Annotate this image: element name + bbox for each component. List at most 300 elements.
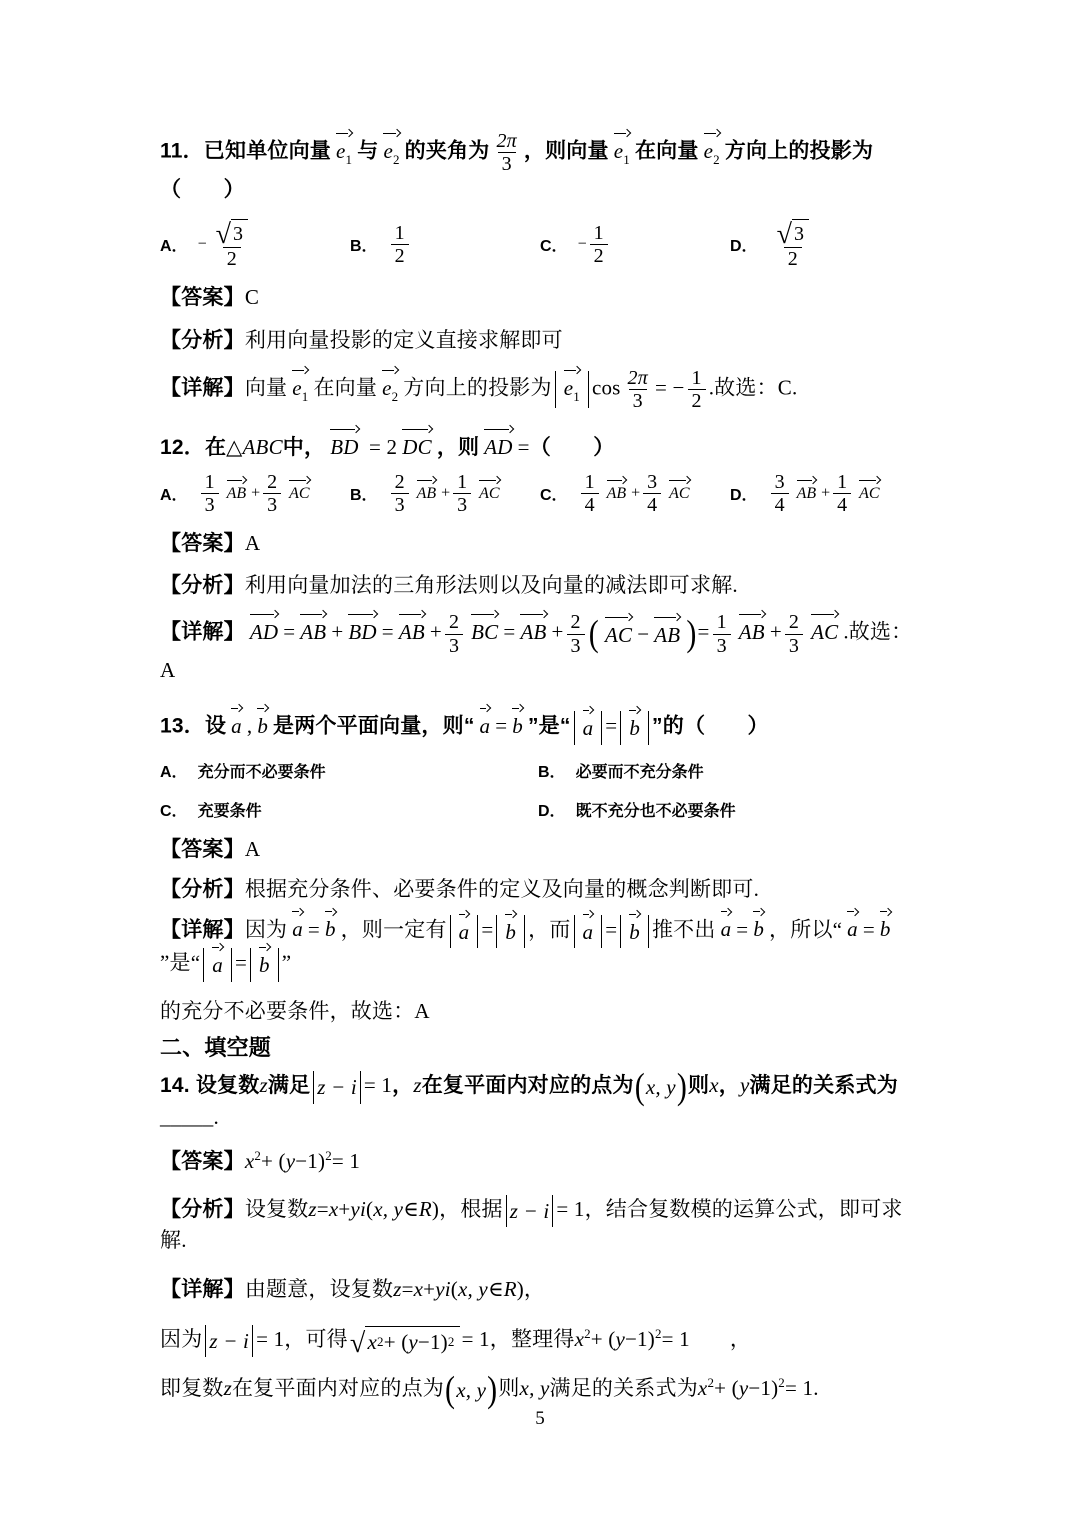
vector-letters: e (336, 138, 346, 163)
math-var: x (328, 1196, 339, 1221)
superscript: 2 (707, 1375, 715, 1391)
absolute-value (203, 948, 232, 981)
vector (291, 915, 304, 942)
numerator (201, 471, 219, 493)
numerator (624, 367, 652, 389)
vector (668, 484, 690, 503)
text: 4 (647, 494, 658, 517)
vector-letters: a (582, 716, 594, 741)
text: 根据充分条件、必要条件的定义及向量的概念判断即可. (244, 876, 760, 901)
denominator (263, 493, 281, 516)
vector (504, 918, 517, 945)
option-label: D． (730, 238, 758, 256)
q12-analysis (160, 572, 926, 599)
q14-detail-line3 (160, 1368, 926, 1411)
close-paren: ) (686, 612, 697, 655)
text: = 1 (661, 1326, 690, 1351)
parentheses (588, 612, 698, 655)
vector (226, 484, 248, 503)
text: 【答案】 (160, 531, 245, 555)
option-text: 充要条件 (197, 802, 262, 820)
radical-sign: √ (776, 219, 792, 251)
q14-analysis (160, 1195, 926, 1254)
vector-subscript: 2 (713, 151, 720, 167)
math-var: y (285, 1148, 296, 1173)
math-var: x, y (373, 1196, 404, 1221)
math-var: x (367, 1330, 377, 1355)
text: .故选：C. (708, 375, 798, 400)
fraction (210, 219, 254, 270)
text: 3 (570, 634, 581, 657)
radicand (792, 219, 809, 247)
text: 2 (394, 470, 405, 493)
radical-sign: √ (215, 219, 231, 251)
q11-analysis (160, 327, 926, 354)
vector-letters: AC (669, 484, 690, 502)
vector-letters: DC (402, 434, 432, 459)
vector-letters: b (505, 920, 517, 945)
vector (288, 484, 310, 503)
option-label: A． (160, 238, 188, 256)
text: + ( (383, 1330, 409, 1355)
numerator (391, 222, 409, 244)
vector (810, 618, 839, 645)
denominator (581, 493, 599, 516)
text: 满足的关系式为 (749, 1074, 898, 1098)
text: 设复数 (244, 1196, 309, 1221)
text: = 1 (363, 1073, 393, 1098)
text: = − (654, 375, 685, 400)
text: 【分析】 (160, 328, 245, 352)
text: 【分析】 (160, 1197, 245, 1221)
q11-option-a (160, 219, 350, 270)
denominator (391, 493, 409, 516)
math-var: ABC (242, 434, 283, 459)
absolute-value (555, 371, 589, 408)
text: 1 (457, 470, 468, 493)
absolute-value (205, 1325, 253, 1357)
q14-stem (160, 1066, 926, 1130)
text: + (631, 484, 641, 502)
vector (329, 433, 359, 460)
fraction (771, 219, 815, 270)
text: −1) (625, 1326, 655, 1351)
q13-options-row2 (160, 798, 926, 821)
math-var: R (418, 1196, 432, 1221)
square-root (215, 219, 248, 251)
vector-letters: AC (859, 484, 880, 502)
superscript: 2 (325, 1147, 332, 1163)
vector-letters: e (292, 375, 302, 400)
vector-letters: a (582, 920, 594, 945)
numerator (590, 222, 608, 244)
denominator (223, 247, 241, 270)
vector (470, 618, 499, 645)
text: + (429, 619, 442, 644)
option-label: A． (160, 487, 188, 505)
math-var: x, y (519, 1376, 550, 1401)
vector (752, 915, 765, 942)
vector (381, 374, 399, 405)
text: C (244, 285, 260, 310)
text: + ( (590, 1326, 616, 1351)
absolute-value (496, 915, 525, 948)
text: 的夹角为 (404, 139, 490, 163)
fraction (771, 471, 789, 517)
text: 【分析】 (160, 573, 245, 597)
radicand (231, 219, 248, 247)
text: 3 (647, 470, 658, 493)
text: 4 (837, 494, 848, 517)
fraction (581, 471, 599, 517)
vector (258, 951, 271, 978)
vector (606, 484, 628, 503)
vector (478, 484, 500, 503)
text: ， (718, 1074, 740, 1098)
text: = (481, 917, 494, 942)
square-root (349, 1326, 460, 1359)
text: + (551, 619, 564, 644)
text: 3 (267, 494, 278, 517)
vector-letters: AB (606, 484, 627, 502)
absolute-value (506, 1195, 554, 1227)
numerator (263, 471, 281, 493)
vector (335, 137, 353, 168)
q13-option-d (538, 798, 736, 821)
vector-letters: a (292, 917, 303, 942)
numerator (581, 471, 599, 493)
text: ∈ (403, 1196, 419, 1221)
vector-letters: a (720, 917, 732, 942)
math-var: yi (350, 1196, 366, 1221)
text: 14. 设复数 (160, 1074, 260, 1098)
text: + ( (714, 1376, 739, 1401)
numerator (210, 219, 254, 251)
parentheses (634, 1066, 688, 1108)
math-var: y (738, 1376, 749, 1401)
text: 在向量 (634, 139, 699, 163)
text: + (769, 619, 782, 644)
vector-subscript: 1 (345, 151, 353, 167)
text: 【详解】 (160, 376, 245, 400)
option-formula (578, 471, 695, 517)
vector (483, 433, 513, 460)
vector (398, 618, 426, 645)
math-var: 2π (496, 130, 517, 152)
vector (249, 618, 279, 645)
denominator (445, 634, 463, 657)
text: −1) (295, 1148, 326, 1173)
text: 3 (232, 223, 243, 246)
q11-stem (160, 130, 926, 203)
fraction (391, 471, 409, 517)
vector-letters: AD (484, 434, 513, 459)
q13-detail-line2 (160, 998, 926, 1024)
text: 向量 (244, 375, 288, 400)
math-var: z (308, 1196, 317, 1221)
superscript: 2 (254, 1147, 262, 1163)
absolute-value (574, 711, 603, 744)
vector-letters: e (703, 138, 714, 163)
text: 满足的关系式为 (549, 1376, 698, 1401)
text: = (605, 917, 618, 942)
text: − (637, 622, 650, 646)
text: 3 (204, 494, 215, 517)
text: ，所以“ (769, 917, 843, 942)
text: ，则 (436, 435, 480, 459)
fraction (643, 471, 661, 517)
text: ，则向量 (523, 139, 609, 163)
denominator (391, 244, 409, 267)
text: ”的（ ） (652, 714, 769, 738)
vector (458, 918, 471, 945)
text: 2 (593, 245, 604, 268)
text: cos (591, 375, 621, 400)
q13-option-b (538, 759, 704, 782)
math-var: y (615, 1326, 626, 1351)
q11-option-c (540, 222, 730, 268)
denominator (453, 493, 471, 516)
vector (846, 915, 859, 942)
option-label: D． (538, 802, 566, 820)
q13-options-row1 (160, 759, 926, 782)
text: + (821, 484, 831, 502)
numerator (445, 611, 463, 633)
text: 即复数 (160, 1376, 224, 1401)
option-formula (388, 471, 505, 517)
q12-detail (160, 611, 926, 683)
text: = (495, 713, 508, 738)
math-var: x, y (457, 1276, 488, 1301)
absolute-value (620, 711, 649, 744)
vector (604, 621, 633, 648)
text: 2 (394, 245, 405, 268)
text: 是两个平面向量，则“ (273, 714, 475, 738)
text: 3 (448, 634, 460, 657)
text: 方向上的投影为（ ） (160, 139, 874, 201)
text: = 1，整理得 (461, 1326, 575, 1351)
text: 3 (716, 634, 727, 657)
option-label: B． (350, 487, 378, 505)
vector-letters: BD (330, 434, 359, 459)
text: 利用向量加法的三角形法则以及向量的减法即可求解. (244, 572, 738, 597)
fraction (713, 611, 731, 657)
vector-letters: a (479, 713, 491, 738)
vector-letters: AB (416, 484, 437, 502)
superscript: 2 (447, 1334, 455, 1350)
vector-letters: AC (289, 484, 310, 502)
vector (347, 618, 377, 645)
math-var: y (739, 1073, 750, 1098)
text: ”是“ (527, 714, 571, 738)
text: ， (392, 1074, 414, 1098)
vector-letters: b (324, 917, 336, 942)
text: 在复平面内对应的点为 (421, 1074, 634, 1098)
vector (563, 374, 581, 405)
text: = (401, 1276, 414, 1301)
text: 4 (584, 494, 595, 517)
vector (628, 918, 641, 945)
numerator (785, 611, 803, 633)
text: + (423, 1276, 436, 1301)
text: 则 (688, 1074, 710, 1098)
math-var: x, y (456, 1378, 487, 1403)
text: ”是“ (160, 950, 201, 975)
text: = (697, 619, 710, 644)
denominator (567, 634, 585, 657)
numerator (391, 471, 409, 493)
absolute-value (250, 948, 279, 981)
math-var: z (259, 1073, 268, 1098)
text: + ( (261, 1148, 286, 1173)
q12-option-c (540, 471, 730, 517)
numerator (771, 219, 815, 251)
vector-letters: b (257, 713, 269, 738)
vector (519, 618, 547, 645)
vector-letters: a (231, 713, 242, 738)
text: 1 (837, 470, 848, 493)
vector (582, 714, 595, 741)
text: 2 (788, 611, 800, 634)
page-number: 5 (535, 1408, 545, 1429)
absolute-value (620, 915, 649, 948)
text: −1) (748, 1376, 779, 1401)
math-var: z − i (317, 1075, 357, 1100)
square-root (776, 219, 809, 251)
document-content (160, 130, 926, 1411)
math-var: x (697, 1376, 708, 1401)
vector-letters: e (613, 138, 624, 163)
option-label: D． (730, 487, 758, 505)
vector-letters: e (383, 138, 393, 163)
superscript: 2 (654, 1325, 662, 1341)
text: 4 (774, 494, 785, 517)
numerator (492, 130, 520, 152)
open-paren: ( (444, 1368, 456, 1411)
superscript: 2 (584, 1325, 591, 1341)
paren-content (646, 1074, 676, 1100)
vector (628, 714, 641, 741)
q13-option-a (160, 759, 538, 782)
text: = 1. (785, 1376, 819, 1401)
option-label: B． (350, 238, 378, 256)
text: )， (516, 1276, 546, 1301)
denominator (643, 493, 661, 516)
text: 【分析】 (160, 877, 245, 901)
vector-letters: AB (398, 619, 425, 644)
fraction (453, 471, 471, 517)
text: 在复平面内对应的点为 (231, 1376, 444, 1401)
text: ( (365, 1196, 374, 1221)
q12-option-a (160, 471, 350, 517)
text: = (234, 950, 247, 975)
text: 3 (793, 223, 804, 246)
vector-letters: b (629, 716, 641, 741)
fraction (624, 367, 652, 413)
vector (511, 712, 524, 739)
vector-letters: a (212, 953, 223, 978)
option-label: C． (160, 802, 188, 820)
text: ∈ (487, 1276, 504, 1301)
math-var: x, y (645, 1075, 676, 1100)
text: 与 (357, 139, 379, 163)
vector (256, 712, 269, 739)
denominator (784, 247, 802, 270)
q11-option-b (350, 222, 540, 268)
denominator (629, 389, 647, 412)
text: 因为 (160, 1326, 203, 1351)
vector-letters: b (259, 953, 270, 978)
text: （ ） (529, 435, 615, 459)
fraction (590, 222, 608, 268)
text: + (338, 1196, 351, 1221)
text: 推不出 (651, 917, 716, 942)
text: 1 (593, 221, 604, 244)
text: = (517, 434, 530, 459)
vector-letters: AB (654, 622, 681, 647)
q14-detail-line1 (160, 1276, 926, 1303)
fraction (391, 222, 409, 268)
denominator (590, 244, 608, 267)
text: 3 (632, 390, 643, 413)
text: 2 (570, 611, 581, 634)
vector (230, 712, 243, 739)
text: 方向上的投影为 (403, 375, 552, 400)
math-var: z (413, 1073, 422, 1098)
vector-letters: BD (348, 619, 377, 644)
absolute-value (574, 915, 603, 948)
text: 3 (457, 494, 468, 517)
text: )，根据 (431, 1196, 503, 1221)
vector-letters: b (629, 920, 640, 945)
text: 3 (774, 470, 785, 493)
text: 【详解】 (160, 1277, 245, 1301)
vector-letters: AD (249, 619, 279, 644)
section-heading-fill-in (160, 1034, 926, 1062)
option-formula (578, 222, 611, 268)
text: = 1 (331, 1148, 361, 1173)
text: 3 (788, 634, 800, 657)
text: ，则一定有 (340, 917, 447, 942)
vector-letters: AB (300, 619, 327, 644)
q11-detail (160, 367, 926, 413)
text: 1 (394, 221, 405, 244)
text: 1 (691, 366, 702, 389)
vector-letters: BC (471, 619, 499, 644)
numerator (713, 611, 731, 633)
vector (324, 915, 337, 942)
vector (703, 137, 721, 168)
text: △ (226, 434, 243, 459)
vector (401, 433, 433, 460)
close-paren: ) (676, 1066, 688, 1108)
option-formula (768, 471, 885, 517)
math-var: R (503, 1276, 517, 1301)
text: 【详解】 (160, 918, 245, 942)
text: 【答案】 (160, 837, 245, 861)
option-formula (198, 471, 315, 517)
q12-stem (160, 433, 926, 461)
numerator (567, 611, 585, 633)
open-paren: ( (588, 612, 599, 655)
fraction (785, 611, 803, 657)
math-var: z (393, 1276, 402, 1301)
vector (879, 915, 892, 942)
text: = (503, 619, 516, 644)
text: ，而 (528, 917, 571, 942)
option-label: A． (160, 763, 188, 781)
text: 2 (267, 470, 278, 493)
